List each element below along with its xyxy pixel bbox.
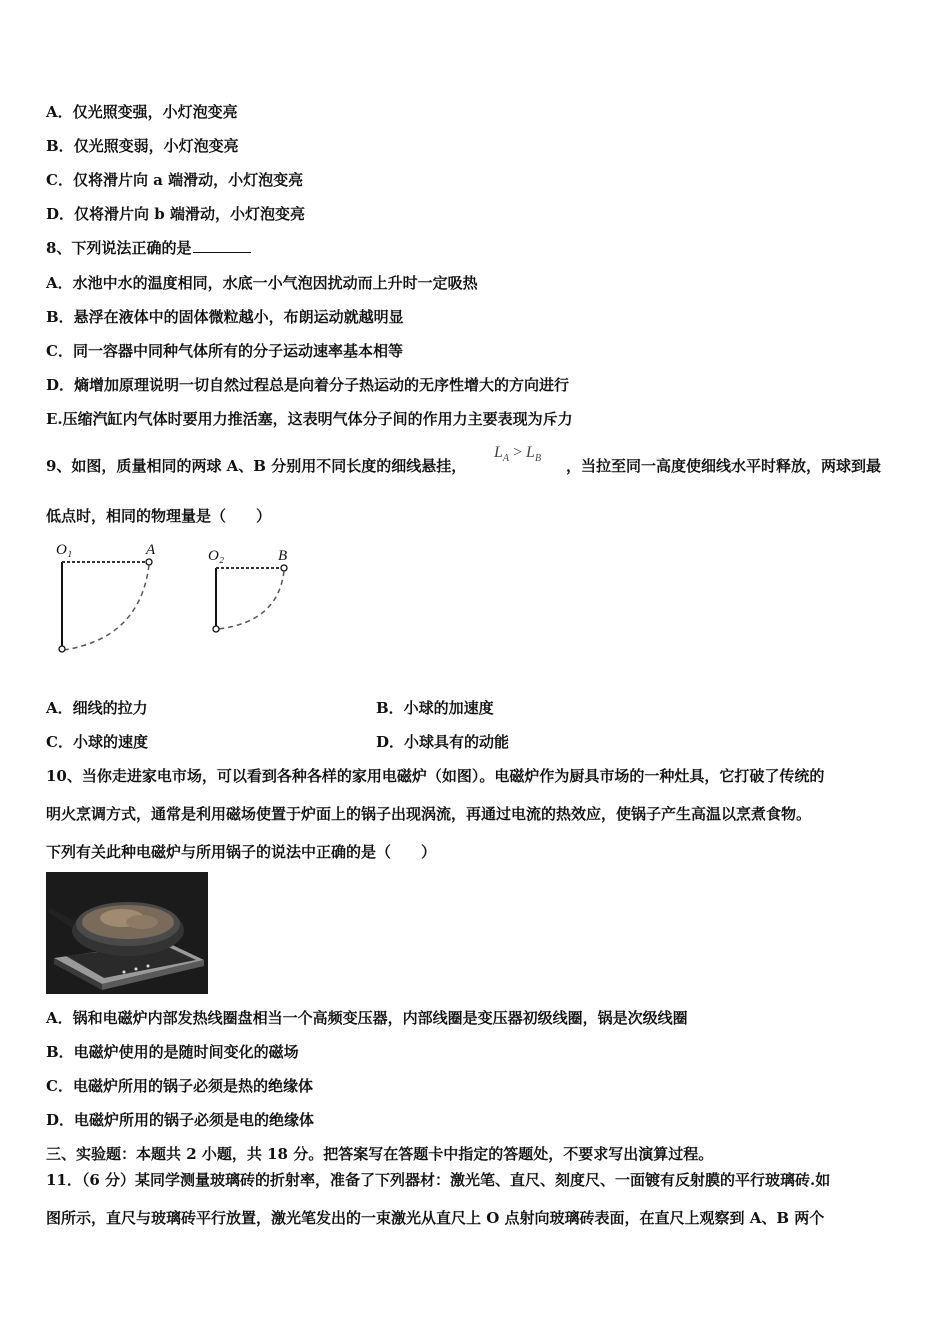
q9-option-b: B．小球的加速度 <box>376 699 494 717</box>
q7-option-d: D．仅将滑片向 b 端滑动，小灯泡变亮 <box>46 205 305 223</box>
q8-option-a: A．水池中水的温度相同，水底一小气泡因扰动而上升时一定吸热 <box>46 274 478 292</box>
label-o2: O₂ <box>208 548 225 564</box>
q9-stem-part1: 9、如图，质量相同的两球 A、B 分别用不同长度的细线悬挂， <box>46 457 467 475</box>
q8-option-d: D．熵增加原理说明一切自然过程总是向着分子热运动的无序性增大的方向进行 <box>46 376 570 394</box>
q10-option-b: B．电磁炉使用的是随时间变化的磁场 <box>46 1043 299 1061</box>
formula-lb-sub: B <box>534 453 542 465</box>
q9-option-a: A．细线的拉力 <box>46 699 148 717</box>
q9-stem-line2: 低点时，相同的物理量是（ ） <box>46 507 272 525</box>
induction-cooker-photo <box>46 872 208 994</box>
section-3-heading: 三、实验题：本题共 2 小题，共 18 分。把答案写在答题卡中指定的答题处，不要求写出演算过程。 <box>46 1145 714 1163</box>
pendulum-a-arc <box>64 565 149 650</box>
q9-option-c: C．小球的速度 <box>46 733 148 751</box>
formula-la-sub: A <box>502 453 510 465</box>
pendulum-figure <box>40 538 320 668</box>
q8-option-e: E.压缩汽缸内气体时要用力推活塞，这表明气体分子间的作用力主要表现为斥力 <box>46 410 573 428</box>
q10-option-d: D．电磁炉所用的锅子必须是电的绝缘体 <box>46 1111 315 1129</box>
ball-a-bottom <box>59 646 65 652</box>
q10-stem-line1: 10、当你走进家电市场，可以看到各种各样的家用电磁炉（如图）。电磁炉作为厨具市场的一种灶具，它打破了传统的 <box>46 767 825 785</box>
q9-length-formula <box>494 444 541 464</box>
q7-option-a: A．仅光照变强，小灯泡变亮 <box>46 103 238 121</box>
formula-gt: > <box>509 444 527 461</box>
q10-option-a: A．锅和电磁炉内部发热线圈盘相当一个高频变压器，内部线圈是变压器初级线圈，锅是次级线圈 <box>46 1009 688 1027</box>
q7-option-c: C．仅将滑片向 a 端滑动，小灯泡变亮 <box>46 171 304 189</box>
formula-lb: L <box>526 444 535 461</box>
q9-option-d: D．小球具有的动能 <box>376 733 510 751</box>
q11-line1: 11．（6 分）某同学测量玻璃砖的折射率，准备了下列器材：激光笔、直尺、刻度尺、一面镀有反射膜的平行玻璃砖.如 <box>46 1171 831 1189</box>
q8-option-b: B．悬浮在液体中的固体微粒越小，布朗运动就越明显 <box>46 308 404 326</box>
q9-stem-part2: ，当拉至同一高度使细线水平时释放，两球到最 <box>566 457 882 475</box>
q8-option-c: C．同一容器中同种气体所有的分子运动速率基本相等 <box>46 342 403 360</box>
ball-b-start <box>281 565 287 571</box>
label-o1: O₁ <box>56 542 73 558</box>
ball-a-start <box>146 559 152 565</box>
q10-stem-line2: 明火烹调方式，通常是利用磁场使置于炉面上的锅子出现涡流，再通过电流的热效应，使锅子产生高温以烹煮食物。 <box>46 805 812 823</box>
label-a: A <box>146 542 156 558</box>
q8-stem-text: 8、下列说法正确的是 <box>46 239 192 257</box>
q10-stem-line3: 下列有关此种电磁炉与所用锅子的说法中正确的是（ ） <box>46 843 437 861</box>
q7-option-b: B．仅光照变弱，小灯泡变亮 <box>46 137 239 155</box>
pendulum-b-arc <box>218 571 284 629</box>
formula-la: L <box>494 444 503 461</box>
answer-blank <box>193 238 251 253</box>
ball-b-bottom <box>213 626 219 632</box>
q8-stem <box>46 238 251 258</box>
q11-line2: 图所示，直尺与玻璃砖平行放置，激光笔发出的一束激光从直尺上 O 点射向玻璃砖表面，在直尺上观察到 A、B 两个 <box>46 1209 825 1227</box>
label-b: B <box>278 548 288 564</box>
q10-option-c: C．电磁炉所用的锅子必须是热的绝缘体 <box>46 1077 313 1095</box>
